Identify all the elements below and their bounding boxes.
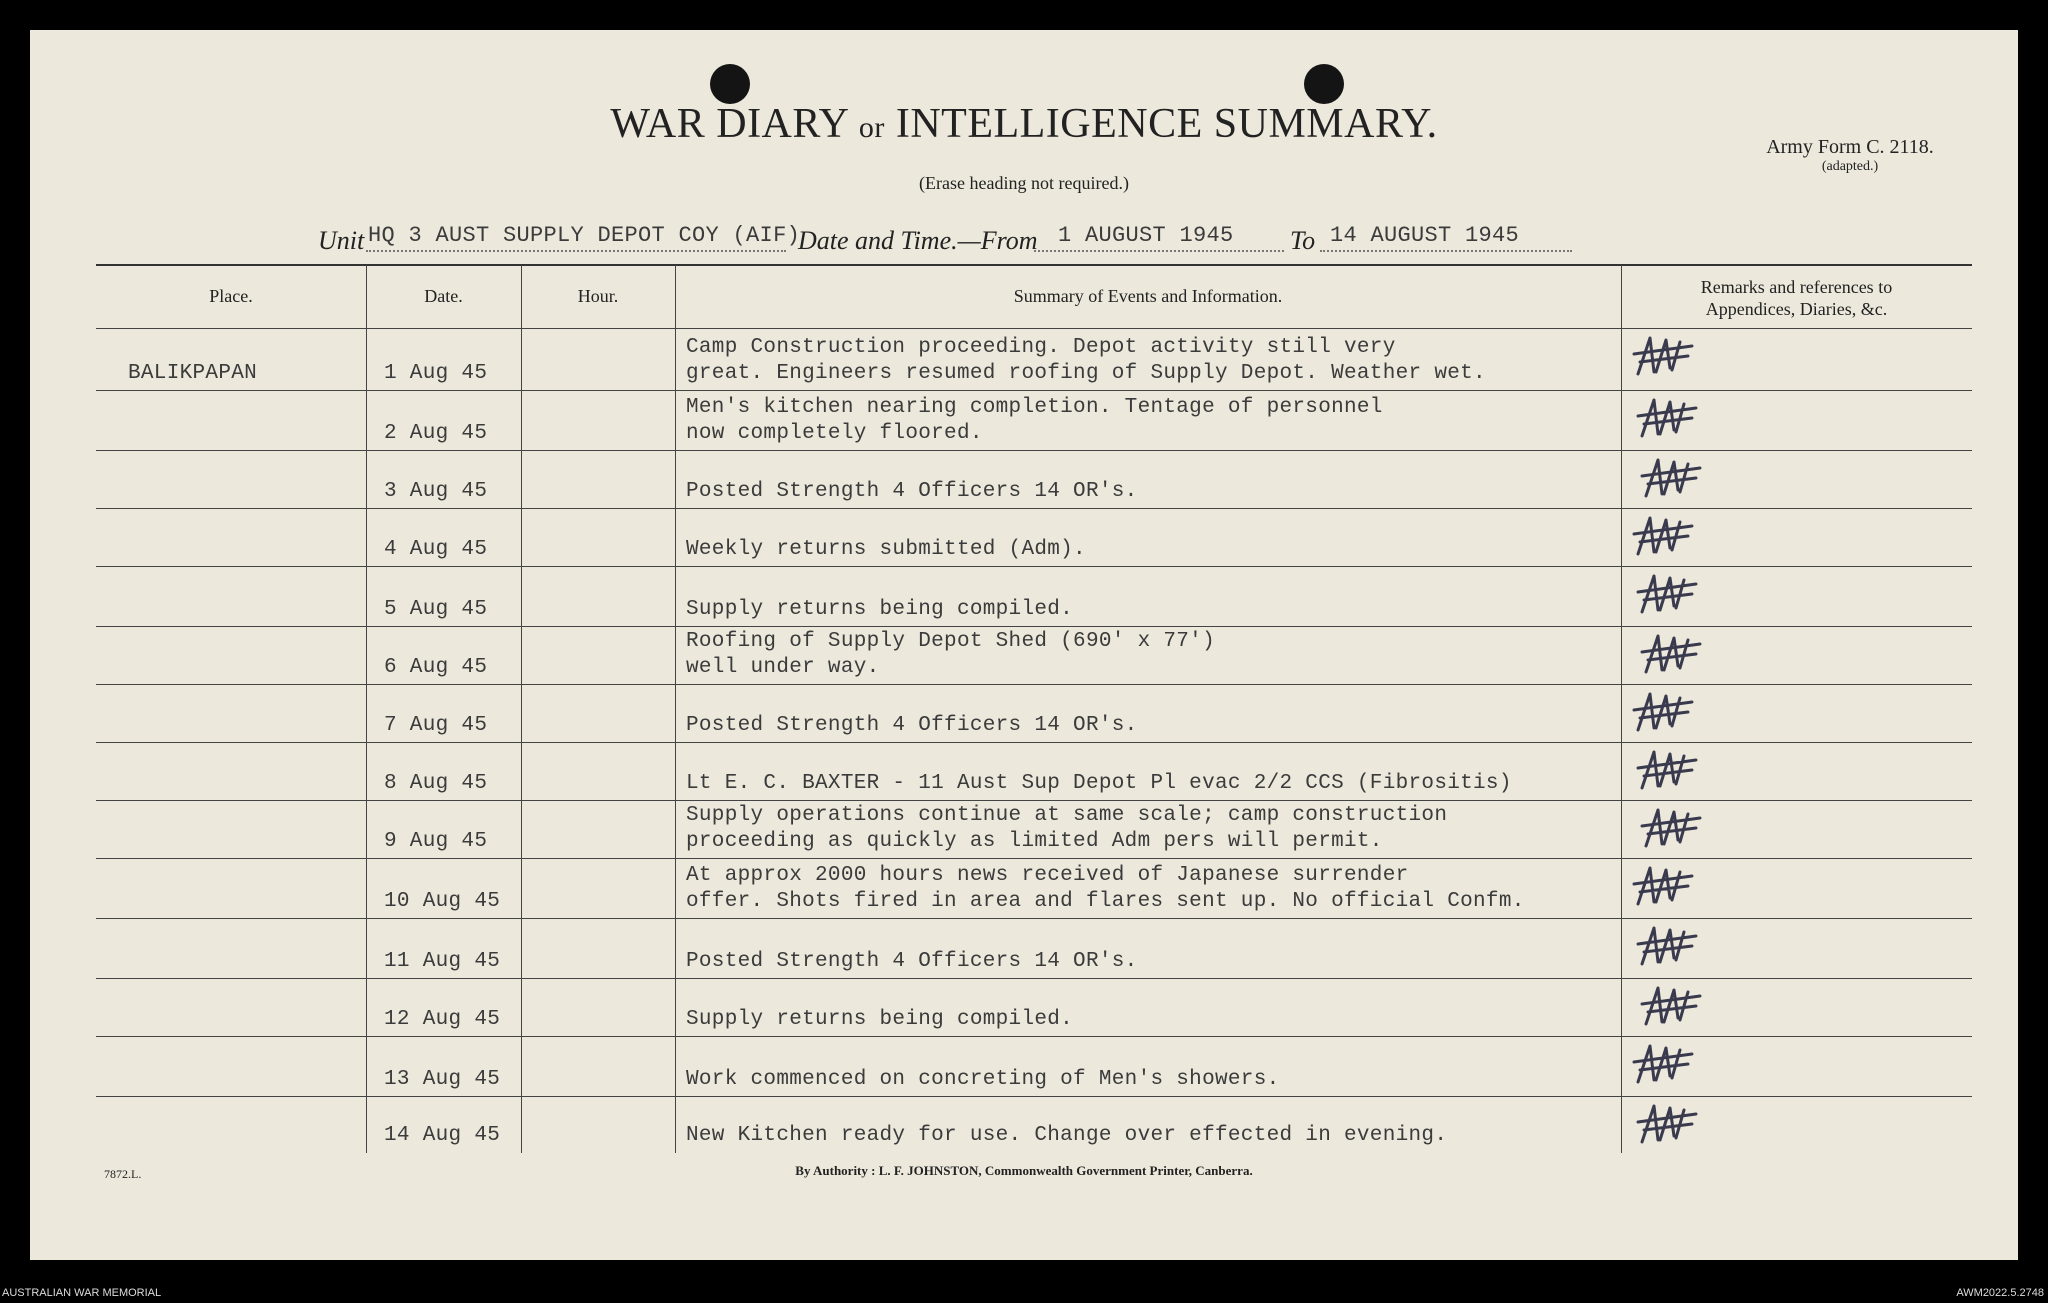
row-separator (96, 1096, 1972, 1097)
entry-summary-line2: well under way. (686, 656, 880, 679)
entry-summary-line2: proceeding as quickly as limited Adm pers will permit. (686, 830, 1383, 853)
from-date-value: 1 AUGUST 1945 (1058, 223, 1234, 248)
date-time-label: Date and Time.—From (798, 226, 1038, 255)
entry-summary-line1: Supply operations continue at same scale; camp construction (686, 804, 1448, 827)
handwritten-initials-icon (1638, 982, 1708, 1030)
column-divider (521, 265, 522, 1153)
entry-date: 7 Aug 45 (384, 714, 488, 737)
entry-date: 6 Aug 45 (384, 656, 488, 679)
entry-summary-line1: Camp Construction proceeding. Depot activity still very (686, 336, 1396, 359)
entry-summary-line2: now completely floored. (686, 422, 983, 445)
handwritten-initials-icon (1638, 454, 1708, 502)
entry-summary-line1: Roofing of Supply Depot Shed (690' x 77') (686, 630, 1215, 653)
row-separator (96, 450, 1972, 451)
column-divider (1621, 265, 1622, 1153)
entry-summary-line2: Work commenced on concreting of Men's showers. (686, 1068, 1280, 1091)
army-form-note: (adapted.) (1821, 159, 1879, 174)
header-place: Place. (209, 286, 253, 306)
printer-authority: By Authority : L. F. JOHNSTON, Commonwealth Government Printer, Canberra. (795, 1163, 1253, 1178)
handwritten-initials-icon (1630, 688, 1700, 736)
entry-date: 1 Aug 45 (384, 362, 488, 385)
unit-label: Unit (318, 226, 365, 255)
form-subtitle: (Erase heading not required.) (919, 173, 1129, 193)
header-remarks (1621, 276, 1972, 320)
title-part1: WAR DIARY (610, 101, 848, 147)
to-dotted-line (1320, 250, 1572, 252)
to-date-value: 14 AUGUST 1945 (1330, 223, 1520, 248)
handwritten-initials-icon (1638, 804, 1708, 852)
entry-summary-line2: New Kitchen ready for use. Change over effected in evening. (686, 1124, 1448, 1147)
unit-value: HQ 3 AUST SUPPLY DEPOT COY (AIF) (368, 223, 801, 248)
army-form-label (1720, 137, 1980, 177)
to-label: To (1290, 226, 1316, 255)
entry-summary-line1: At approx 2000 hours news received of Japanese surrender (686, 864, 1409, 887)
column-divider (675, 265, 676, 1153)
row-separator (96, 800, 1972, 801)
row-separator (96, 684, 1972, 685)
handwritten-initials-icon (1634, 1100, 1704, 1148)
entry-date: 14 Aug 45 (384, 1124, 501, 1147)
punch-hole-icon (1304, 64, 1344, 104)
row-separator (96, 978, 1972, 979)
handwritten-initials-icon (1634, 746, 1704, 794)
handwritten-initials-icon (1630, 862, 1700, 910)
entry-date: 2 Aug 45 (384, 422, 488, 445)
entry-summary-line2: offer. Shots fired in area and flares sent up. No official Confm. (686, 890, 1525, 913)
header-rule (96, 328, 1972, 329)
title-part2: INTELLIGENCE SUMMARY. (895, 101, 1438, 147)
entry-summary-line2: Posted Strength 4 Officers 14 OR's. (686, 714, 1138, 737)
header-hour: Hour. (577, 286, 619, 306)
entry-date: 8 Aug 45 (384, 772, 488, 795)
archive-reference: AWM2022.5.2748 (1956, 1287, 2044, 1299)
header-remarks-line1: Remarks and references to (1700, 277, 1893, 297)
entry-date: 13 Aug 45 (384, 1068, 501, 1091)
table-top-rule (96, 264, 1972, 266)
row-separator (96, 742, 1972, 743)
entry-summary-line2: Lt E. C. BAXTER - 11 Aust Sup Depot Pl evac 2/2 CCS (Fibrositis) (686, 772, 1512, 795)
entry-date: 9 Aug 45 (384, 830, 488, 853)
row-separator (96, 858, 1972, 859)
row-separator (96, 390, 1972, 391)
punch-hole-icon (710, 64, 750, 104)
entry-date: 12 Aug 45 (384, 1008, 501, 1031)
column-divider (366, 265, 367, 1153)
handwritten-initials-icon (1634, 570, 1704, 618)
entry-summary-line2: Posted Strength 4 Officers 14 OR's. (686, 950, 1138, 973)
handwritten-initials-icon (1634, 922, 1704, 970)
entry-date: 3 Aug 45 (384, 480, 488, 503)
row-separator (96, 1036, 1972, 1037)
header-date: Date. (424, 286, 463, 306)
title-or: or (858, 111, 885, 144)
handwritten-initials-icon (1638, 630, 1708, 678)
header-remarks-line2: Appendices, Diaries, &c. (1705, 299, 1888, 319)
handwritten-initials-icon (1630, 512, 1700, 560)
row-separator (96, 626, 1972, 627)
entry-date: 11 Aug 45 (384, 950, 501, 973)
entry-summary-line2: great. Engineers resumed roofing of Supply Depot. Weather wet. (686, 362, 1486, 385)
archive-caption: AUSTRALIAN WAR MEMORIAL (2, 1287, 162, 1299)
entry-summary-line2: Posted Strength 4 Officers 14 OR's. (686, 480, 1138, 503)
entry-date: 4 Aug 45 (384, 538, 488, 561)
form-code: 7872.L. (104, 1167, 142, 1181)
entry-place: BALIKPAPAN (128, 362, 258, 385)
entry-summary-line2: Supply returns being compiled. (686, 1008, 1074, 1031)
entry-summary-line2: Supply returns being compiled. (686, 598, 1074, 621)
entry-date: 10 Aug 45 (384, 890, 501, 913)
handwritten-initials-icon (1630, 1040, 1700, 1088)
entry-summary-line2: Weekly returns submitted (Adm). (686, 538, 1086, 561)
army-form-number: Army Form C. 2118. (1766, 136, 1934, 158)
header-summary: Summary of Events and Information. (1013, 286, 1283, 306)
unit-dotted-line (366, 250, 786, 252)
entry-date: 5 Aug 45 (384, 598, 488, 621)
from-dotted-line (1034, 250, 1284, 252)
row-separator (96, 566, 1972, 567)
row-separator (96, 918, 1972, 919)
handwritten-initials-icon (1634, 394, 1704, 442)
row-separator (96, 508, 1972, 509)
handwritten-initials-icon (1630, 332, 1700, 380)
entry-summary-line1: Men's kitchen nearing completion. Tentage of personnel (686, 396, 1383, 419)
